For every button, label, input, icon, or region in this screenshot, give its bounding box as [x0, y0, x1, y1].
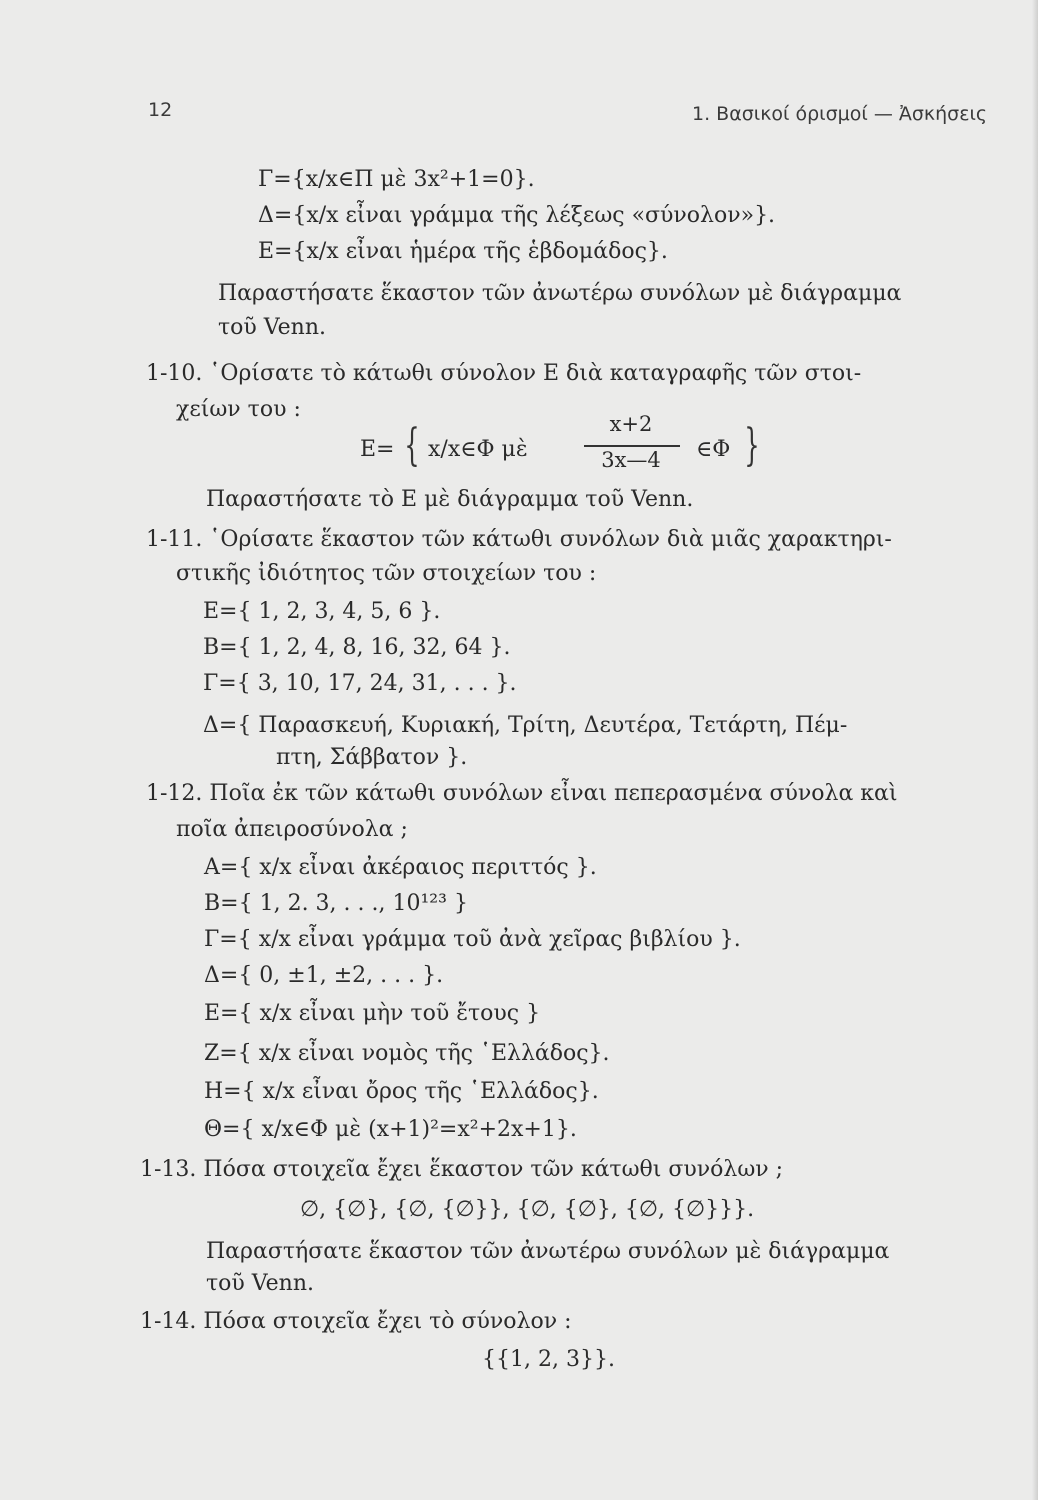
formula-prefix: Ε= — [360, 437, 395, 462]
set-delta-definition: Δ={x/x εἶναι γράμμα τῆς λέξεως «σύνολον»}. — [258, 203, 776, 228]
fraction-bar — [584, 445, 680, 447]
set-b-finite: Β={ 1, 2. 3, . . ., 10¹²³ } — [204, 891, 468, 916]
nested-set: {{1, 2, 3}}. — [482, 1347, 615, 1372]
formula-suffix: ∈Φ — [696, 437, 731, 462]
set-b-listing: Β={ 1, 2, 4, 8, 16, 32, 64 }. — [203, 635, 511, 660]
exercise-1-12: 1-12. Ποῖα ἐκ τῶν κάτωθι συνόλων εἶναι πεπερασμένα σύνολα καὶ — [146, 781, 898, 806]
formula-right-brace: } — [744, 420, 760, 471]
set-e-listing: Ε={ 1, 2, 3, 4, 5, 6 }. — [203, 599, 441, 624]
exercise-1-12-cont: ποῖα ἀπειροσύνολα ; — [176, 817, 408, 842]
set-epsilon-definition: Ε={x/x εἶναι ἡμέρα τῆς ἑβδομάδος}. — [258, 239, 668, 264]
page-number: 12 — [148, 99, 173, 121]
instruction-venn-2: Παραστήσατε ἕκαστον τῶν ἀνωτέρω συνόλων μὲ διάγραμμα — [206, 1239, 890, 1264]
set-z-prefectures: Ζ={ x/x εἶναι νομὸς τῆς ῾Ελλάδος}. — [204, 1041, 610, 1066]
exercise-1-10: 1-10. ῾Ορίσατε τὸ κάτωθι σύνολον Ε διὰ καταγραφῆς τῶν στοι- — [146, 361, 862, 386]
set-gamma-definition: Γ={x/x∈Π μὲ 3x²+1=0}. — [258, 167, 535, 192]
exercise-1-13: 1-13. Πόσα στοιχεῖα ἔχει ἕκαστον τῶν κάτωθι συνόλων ; — [140, 1157, 784, 1182]
exercise-1-11-cont: στικῆς ἰδιότητος τῶν στοιχείων του : — [176, 561, 597, 586]
page-edge-shadow — [1032, 0, 1038, 1500]
set-g-listing: Γ={ 3, 10, 17, 24, 31, . . . }. — [203, 671, 517, 696]
exercise-1-10-cont: χείων του : — [176, 397, 301, 422]
formula-left-brace: { — [404, 420, 420, 471]
set-d-integers: Δ={ 0, ±1, ±2, . . . }. — [204, 963, 444, 988]
exercise-1-11: 1-11. ῾Ορίσατε ἕκαστον τῶν κάτωθι συνόλων διὰ μιᾶς χαρακτηρι- — [146, 527, 892, 552]
fraction-numerator: x+2 — [609, 412, 653, 436]
formula-condition: x/x∈Φ μὲ — [428, 437, 528, 462]
running-title: 1. Βασικοί όρισμοί — Ἀσκήσεις — [692, 103, 988, 125]
instruction-venn: Παραστήσατε τὸ Ε μὲ διάγραμμα τοῦ Venn. — [206, 487, 694, 512]
exercise-1-14: 1-14. Πόσα στοιχεῖα ἔχει τὸ σύνολον : — [140, 1309, 572, 1334]
instruction-line-cont: τοῦ Venn. — [218, 315, 327, 340]
fraction-denominator: 3x—4 — [601, 448, 661, 472]
set-e-months: Ε={ x/x εἶναι μὴν τοῦ ἔτους } — [204, 1001, 541, 1026]
set-d-listing: Δ={ Παρασκευή, Κυριακή, Τρίτη, Δευτέρα, Τετάρτη, Πέμ- — [203, 713, 848, 738]
instruction-line: Παραστήσατε ἕκαστον τῶν ἀνωτέρω συνόλων μὲ διάγραμμα — [218, 281, 902, 306]
set-th-identity: Θ={ x/x∈Φ μὲ (x+1)²=x²+2x+1}. — [204, 1117, 577, 1142]
set-g-letters: Γ={ x/x εἶναι γράμμα τοῦ ἀνὰ χεῖρας βιβλίου }. — [204, 927, 741, 952]
instruction-venn-2-cont: τοῦ Venn. — [206, 1271, 315, 1296]
set-h-mountains: Η={ x/x εἶναι ὄρος τῆς ῾Ελλάδος}. — [204, 1079, 599, 1104]
set-d-listing-cont: πτη, Σάββατον }. — [276, 745, 468, 770]
set-a-odd-integers: Α={ x/x εἶναι ἀκέραιος περιττός }. — [204, 855, 597, 880]
empty-set-expressions: ∅, {∅}, {∅, {∅}}, {∅, {∅}, {∅, {∅}}}. — [300, 1197, 755, 1222]
